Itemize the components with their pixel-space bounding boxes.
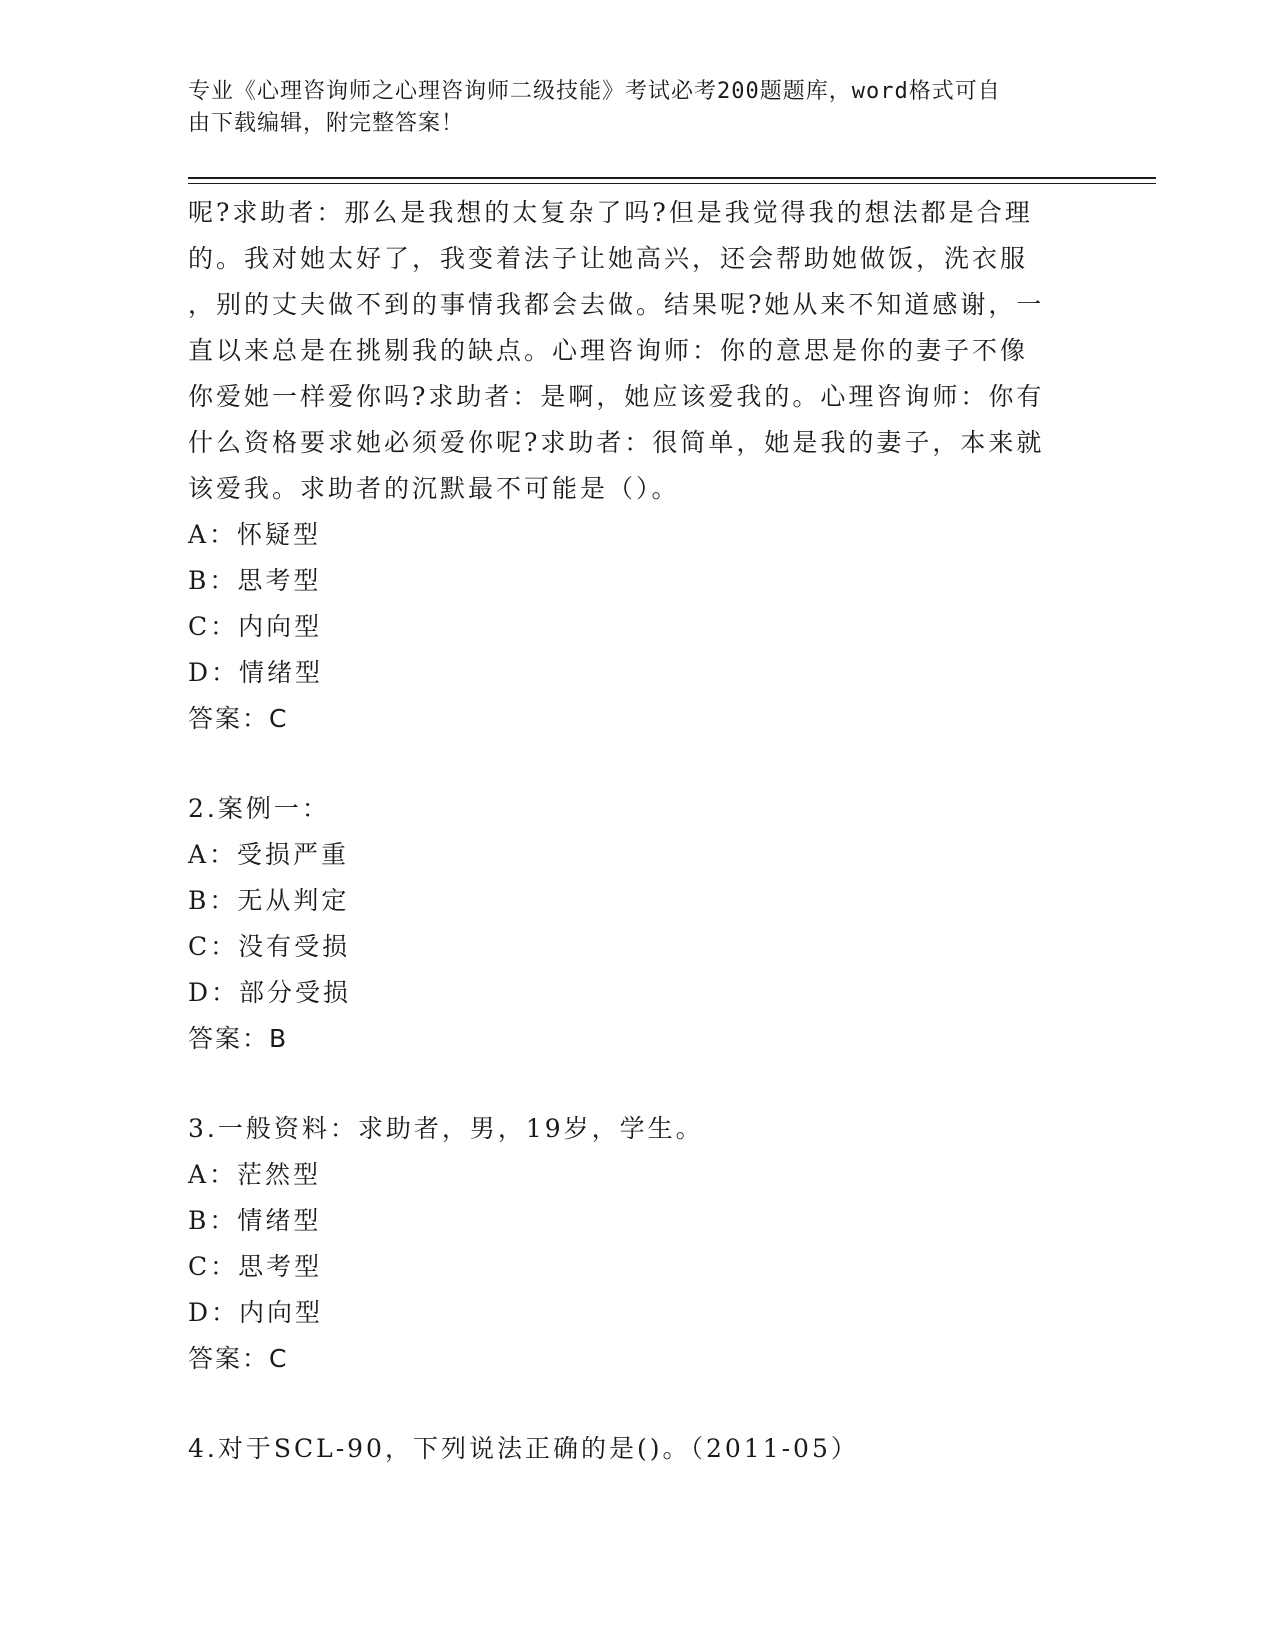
question-stem-line: 直以来总是在挑剔我的缺点。心理咨询师：你的意思是你的妻子不像 bbox=[188, 336, 1029, 365]
option-c: C：没有受损 bbox=[188, 932, 351, 961]
answer-line: 答案：C bbox=[188, 704, 289, 733]
spacer bbox=[188, 1382, 1088, 1426]
option-b: B：思考型 bbox=[188, 566, 322, 595]
answer-line: 答案：B bbox=[188, 1024, 289, 1053]
question-stem-line: 呢?求助者：那么是我想的太复杂了吗?但是我觉得我的想法都是合理 bbox=[188, 198, 1033, 227]
question-stem-line: 你爱她一样爱你吗?求助者：是啊，她应该爱我的。心理咨询师：你有 bbox=[188, 382, 1045, 411]
option-d: D：情绪型 bbox=[188, 658, 324, 687]
question-stem-line: 的。我对她太好了，我变着法子让她高兴，还会帮助她做饭，洗衣服 bbox=[188, 244, 1029, 273]
question-stem: 4.对于SCL-90，下列说法正确的是()。（2011-05） bbox=[188, 1434, 859, 1463]
option-a: A：怀疑型 bbox=[188, 520, 322, 549]
question-stem: 2.案例一： bbox=[188, 794, 330, 823]
question-stem-line: 该爱我。求助者的沉默最不可能是（）。 bbox=[188, 474, 680, 503]
option-a: A：茫然型 bbox=[188, 1160, 322, 1189]
document-body bbox=[188, 190, 1088, 1472]
question-stem-line: 什么资格要求她必须爱你呢?求助者：很简单，她是我的妻子，本来就 bbox=[188, 428, 1045, 457]
header-divider-thick bbox=[188, 177, 1156, 179]
option-c: C：思考型 bbox=[188, 1252, 323, 1281]
question-3 bbox=[188, 1106, 1088, 1382]
spacer bbox=[188, 1062, 1088, 1106]
question-1 bbox=[188, 190, 1088, 742]
spacer bbox=[188, 742, 1088, 786]
question-4 bbox=[188, 1426, 1088, 1472]
option-b: B：无从判定 bbox=[188, 886, 350, 915]
option-d: D：内向型 bbox=[188, 1298, 324, 1327]
question-stem-line: ，别的丈夫做不到的事情我都会去做。结果呢?她从来不知道感谢，一 bbox=[188, 290, 1045, 319]
answer-line: 答案：C bbox=[188, 1344, 289, 1373]
question-stem: 3.一般资料：求助者，男，19岁，学生。 bbox=[188, 1114, 704, 1143]
document-header bbox=[188, 76, 1068, 140]
option-b: B：情绪型 bbox=[188, 1206, 322, 1235]
option-a: A：受损严重 bbox=[188, 840, 350, 869]
option-d: D：部分受损 bbox=[188, 978, 352, 1007]
header-title-line-2: 由下载编辑，附完整答案！ bbox=[188, 111, 465, 136]
header-divider-thin bbox=[188, 183, 1156, 184]
option-c: C：内向型 bbox=[188, 612, 323, 641]
question-2 bbox=[188, 786, 1088, 1062]
header-title-line-1: 专业《心理咨询师之心理咨询师二级技能》考试必考200题题库，word格式可自 bbox=[188, 79, 1001, 104]
